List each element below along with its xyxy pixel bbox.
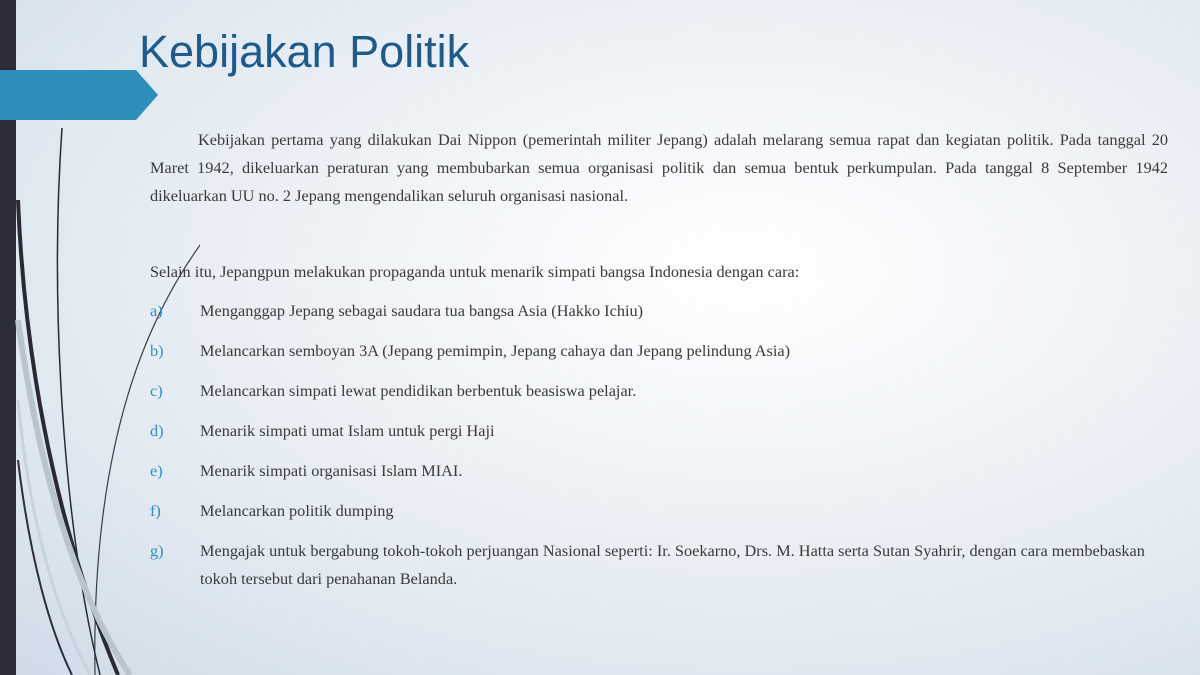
curve-thick-1: [18, 200, 118, 675]
list-marker: c): [150, 381, 163, 400]
list-marker: e): [150, 461, 163, 480]
propaganda-list: [150, 297, 1170, 605]
list-marker: f): [150, 501, 161, 520]
list-marker: g): [150, 541, 164, 560]
list-marker: a): [150, 301, 163, 320]
list-item: [150, 417, 1170, 445]
list-marker: d): [150, 421, 164, 440]
curve-dark-2: [18, 460, 72, 675]
list-item-text: Menganggap Jepang sebagai saudara tua bangsa Asia (Hakko Ichiu): [200, 301, 644, 320]
list-item: [150, 497, 1170, 525]
list-item-text: Menarik simpati organisasi Islam MIAI.: [200, 461, 463, 480]
list-item-text: Menarik simpati umat Islam untuk pergi Haji: [200, 421, 495, 440]
list-item: [150, 377, 1170, 405]
list-item: [150, 457, 1170, 485]
policy-paragraph: Kebijakan pertama yang dilakukan Dai Nippon (pemerintah militer Jepang) adalah melarang semua rapat dan kegiatan politik. Pada tanggal 20 Maret 1942, dikeluarkan peraturan yang membubarkan semua organisasi politik dan semua bentuk perkumpulan. Pada tanggal 8 September 1942 dikeluarkan UU no. 2 Jepang mengendalikan seluruh organisasi nasional.: [150, 130, 1168, 205]
propaganda-intro: Selain itu, Jepangpun melakukan propaganda untuk menarik simpati bangsa Indonesia dengan cara:: [150, 262, 800, 281]
list-item-text: Melancarkan politik dumping: [200, 501, 394, 520]
list-item-text: Mengajak untuk bergabung tokoh-tokoh perjuangan Nasional seperti: Ir. Soekarno, Drs. M. Hatta serta Sutan Syahrir, dengan cara membebaskan tokoh tersebut dari penahanan Belanda.: [200, 541, 1145, 588]
list-item: [150, 337, 1170, 365]
list-marker: b): [150, 341, 164, 360]
list-item: [150, 537, 1170, 593]
slide-title: Kebijakan Politik: [139, 26, 470, 77]
list-item-text: Melancarkan semboyan 3A (Jepang pemimpin, Jepang cahaya dan Jepang pelindung Asia): [200, 341, 791, 360]
list-item: [150, 297, 1170, 325]
curve-thin-1: [58, 128, 100, 675]
list-item-text: Melancarkan simpati lewat pendidikan berbentuk beasiswa pelajar.: [200, 381, 637, 400]
title-arrow-shape: [0, 70, 158, 120]
